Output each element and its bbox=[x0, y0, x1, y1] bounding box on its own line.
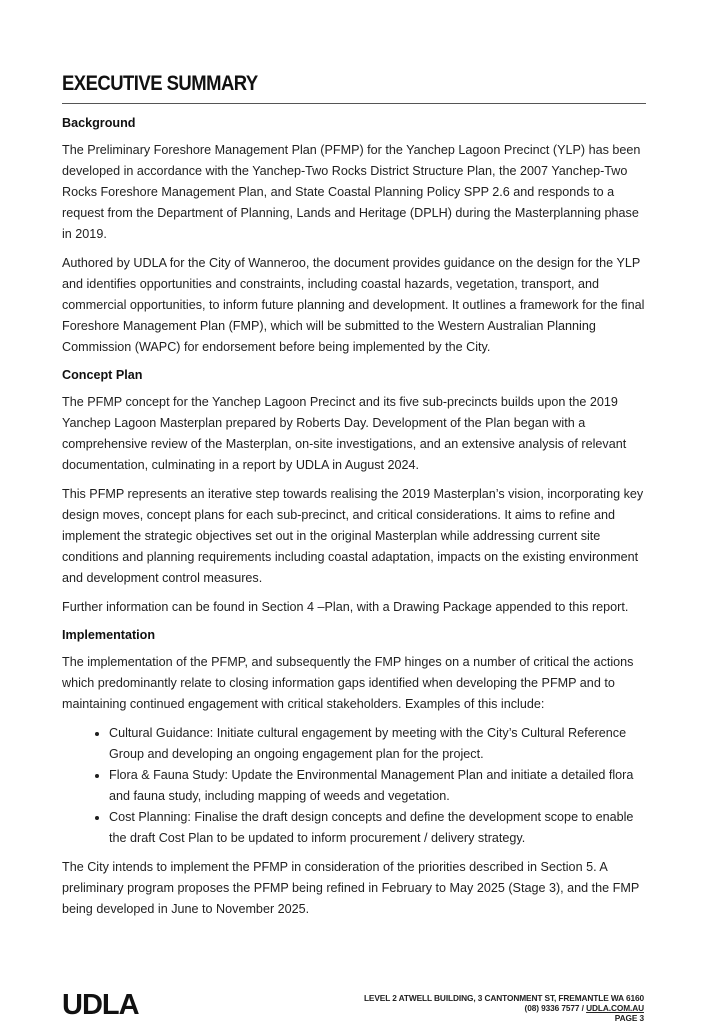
footer-website-link[interactable]: UDLA.COM.AU bbox=[586, 1003, 644, 1013]
bullet-item-cost-planning: • Cost Planning: Finalise the draft design concepts and define the development scope to enable the draft Cost Plan to be updated to inform procurement / delivery strategy. bbox=[109, 807, 646, 849]
document-body bbox=[62, 114, 646, 928]
footer-contact bbox=[364, 993, 644, 1023]
page-heading: EXECUTIVE SUMMARY bbox=[62, 72, 258, 95]
section-title-implementation: Implementation bbox=[62, 628, 156, 642]
implementation-paragraph-2: The City intends to implement the PFMP in consideration of the priorities described in Section 5. A preliminary program proposes the PFMP being refined in February to May 2025 (Stage 3), and the FMP being developed in June to November 2025. bbox=[62, 860, 640, 916]
section-title-background: Background bbox=[62, 116, 136, 130]
footer-phone: (08) 9336 7577 bbox=[524, 1003, 580, 1013]
concept-paragraph-3: Further information can be found in Section 4 –Plan, with a Drawing Package appended to this report. bbox=[62, 600, 629, 614]
implementation-bullet-list bbox=[62, 723, 646, 849]
footer-phone-url-line bbox=[364, 1003, 644, 1013]
background-paragraph-1: The Preliminary Foreshore Management Plan (PFMP) for the Yanchep Lagoon Precinct (YLP) has been developed in accordance with the Yanchep-Two Rocks District Structure Plan, the 2007 Yanchep-Two Rocks Foreshore Management Plan, and State Coastal Planning Policy SPP 2.6 and responds to a request from the Department of Planning, Lands and Heritage (DPLH) during the Masterplanning phase in 2019. bbox=[62, 143, 641, 241]
implementation-paragraph-1: The implementation of the PFMP, and subsequently the FMP hinges on a number of critical the actions which predominantly relate to closing information gaps identified when developing the PFMP and to maintaining continued engagement with critical stakeholders. Examples of this include: bbox=[62, 655, 634, 711]
page-number: PAGE 3 bbox=[614, 1013, 644, 1023]
section-title-concept-plan: Concept Plan bbox=[62, 368, 143, 382]
concept-paragraph-2: This PFMP represents an iterative step towards realising the 2019 Masterplan’s vision, incorporating key design moves, concept plans for each sub-precinct, and critical considerations. It aims to refine and implement the strategic objectives set out in the original Masterplan while addressing current site conditions and planning requirements including coastal adaptation, impacts on the existing environment and development control measures. bbox=[62, 487, 644, 585]
udla-logo: UDLA bbox=[62, 989, 139, 1021]
concept-paragraph-1: The PFMP concept for the Yanchep Lagoon Precinct and its five sub-precincts builds upon the 2019 Yanchep Lagoon Masterplan prepared by Roberts Day. Development of the Plan began with a comprehensive review of the Masterplan, on-site investigations, and an extensive analysis of relevant documentation, culminating in a report by UDLA in August 2024. bbox=[62, 395, 627, 472]
heading-divider bbox=[62, 103, 646, 104]
footer-separator: / bbox=[581, 1003, 584, 1013]
bullet-item-cultural-guidance: • Cultural Guidance: Initiate cultural engagement by meeting with the City’s Cultural Reference Group and developing an ongoing engagement plan for the project. bbox=[109, 723, 646, 765]
background-paragraph-2: Authored by UDLA for the City of Wanneroo, the document provides guidance on the design for the YLP and identifies opportunities and constraints, including coastal hazards, vegetation, transport, and commercial opportunities, to inform future planning and development. It outlines a framework for the final Foreshore Management Plan (FMP), which will be submitted to the Western Australian Planning Commission (WAPC) for endorsement before being implemented by the City. bbox=[62, 256, 645, 354]
bullet-item-flora-fauna: • Flora & Fauna Study: Update the Environmental Management Plan and initiate a detailed flora and fauna study, including mapping of weeds and vegetation. bbox=[109, 765, 646, 807]
footer-address: LEVEL 2 ATWELL BUILDING, 3 CANTONMENT ST, FREMANTLE WA 6160 bbox=[363, 993, 644, 1003]
